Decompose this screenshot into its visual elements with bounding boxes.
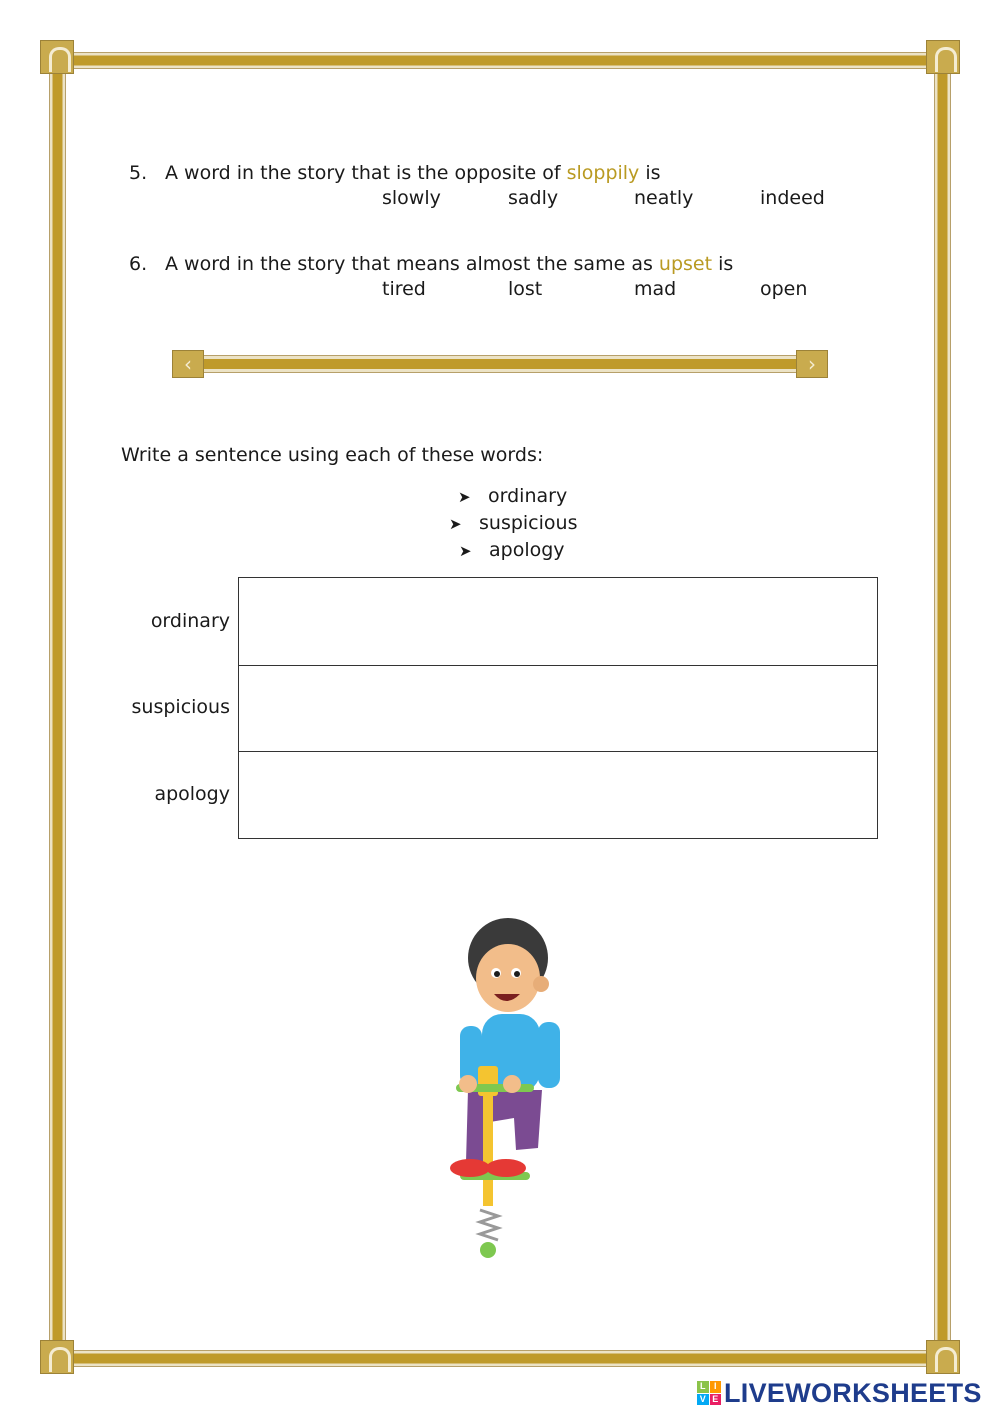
word-list-label: ordinary <box>488 485 568 507</box>
frame-left-border <box>49 52 66 1364</box>
section-divider <box>176 355 826 373</box>
question-keyword: upset <box>658 253 713 275</box>
liveworksheets-logo <box>697 1378 982 1408</box>
answer-option[interactable]: sadly <box>508 187 559 209</box>
frame-corner-ornament <box>40 1340 74 1374</box>
question-keyword: sloppily <box>566 162 640 184</box>
row-label-apology: apology <box>154 783 230 805</box>
answer-option[interactable]: open <box>760 278 808 300</box>
word-list-label: apology <box>489 539 565 561</box>
answer-option[interactable]: lost <box>508 278 543 300</box>
frame-corner-ornament <box>926 1340 960 1374</box>
sentence-input-apology[interactable] <box>239 751 877 838</box>
answer-option[interactable]: tired <box>382 278 426 300</box>
answer-option[interactable]: indeed <box>760 187 825 209</box>
boy-on-pogo-stick-icon <box>420 918 570 1268</box>
frame-right-border <box>934 52 951 1364</box>
question-5 <box>129 161 661 185</box>
logo-badge-icon: L I V E <box>697 1381 721 1405</box>
word-list-item <box>449 511 577 536</box>
answer-option[interactable]: mad <box>634 278 677 300</box>
answer-option[interactable]: slowly <box>382 187 441 209</box>
question-number: 5. <box>129 162 148 184</box>
frame-corner-ornament <box>40 40 74 74</box>
logo-text: LIVEWORKSHEETS <box>724 1377 982 1408</box>
sentence-input-suspicious[interactable] <box>239 665 877 752</box>
arrow-bullet-icon: ➤ <box>459 542 472 560</box>
row-label-suspicious: suspicious <box>131 696 230 718</box>
word-list-item <box>458 484 567 509</box>
row-label-ordinary: ordinary <box>150 610 230 632</box>
frame-top-border <box>52 52 948 69</box>
answer-option[interactable]: neatly <box>634 187 694 209</box>
word-list-label: suspicious <box>479 512 578 534</box>
question-number: 6. <box>129 253 148 275</box>
arrow-bullet-icon: ➤ <box>458 488 471 506</box>
question-text-end: is <box>718 253 734 275</box>
sentence-instruction: Write a sentence using each of these words: <box>121 444 544 466</box>
question-text: A word in the story that means almost the same as <box>165 253 653 275</box>
question-text: A word in the story that is the opposite of <box>165 162 561 184</box>
divider-right-arrow-icon: › <box>796 350 828 378</box>
question-6 <box>129 252 733 276</box>
divider-left-arrow-icon: ‹ <box>172 350 204 378</box>
arrow-bullet-icon: ➤ <box>449 515 462 533</box>
sentence-input-ordinary[interactable] <box>239 578 877 665</box>
word-list-item <box>459 538 565 563</box>
frame-corner-ornament <box>926 40 960 74</box>
frame-bottom-border <box>52 1350 948 1367</box>
question-text-end: is <box>645 162 661 184</box>
sentence-table <box>238 577 878 839</box>
